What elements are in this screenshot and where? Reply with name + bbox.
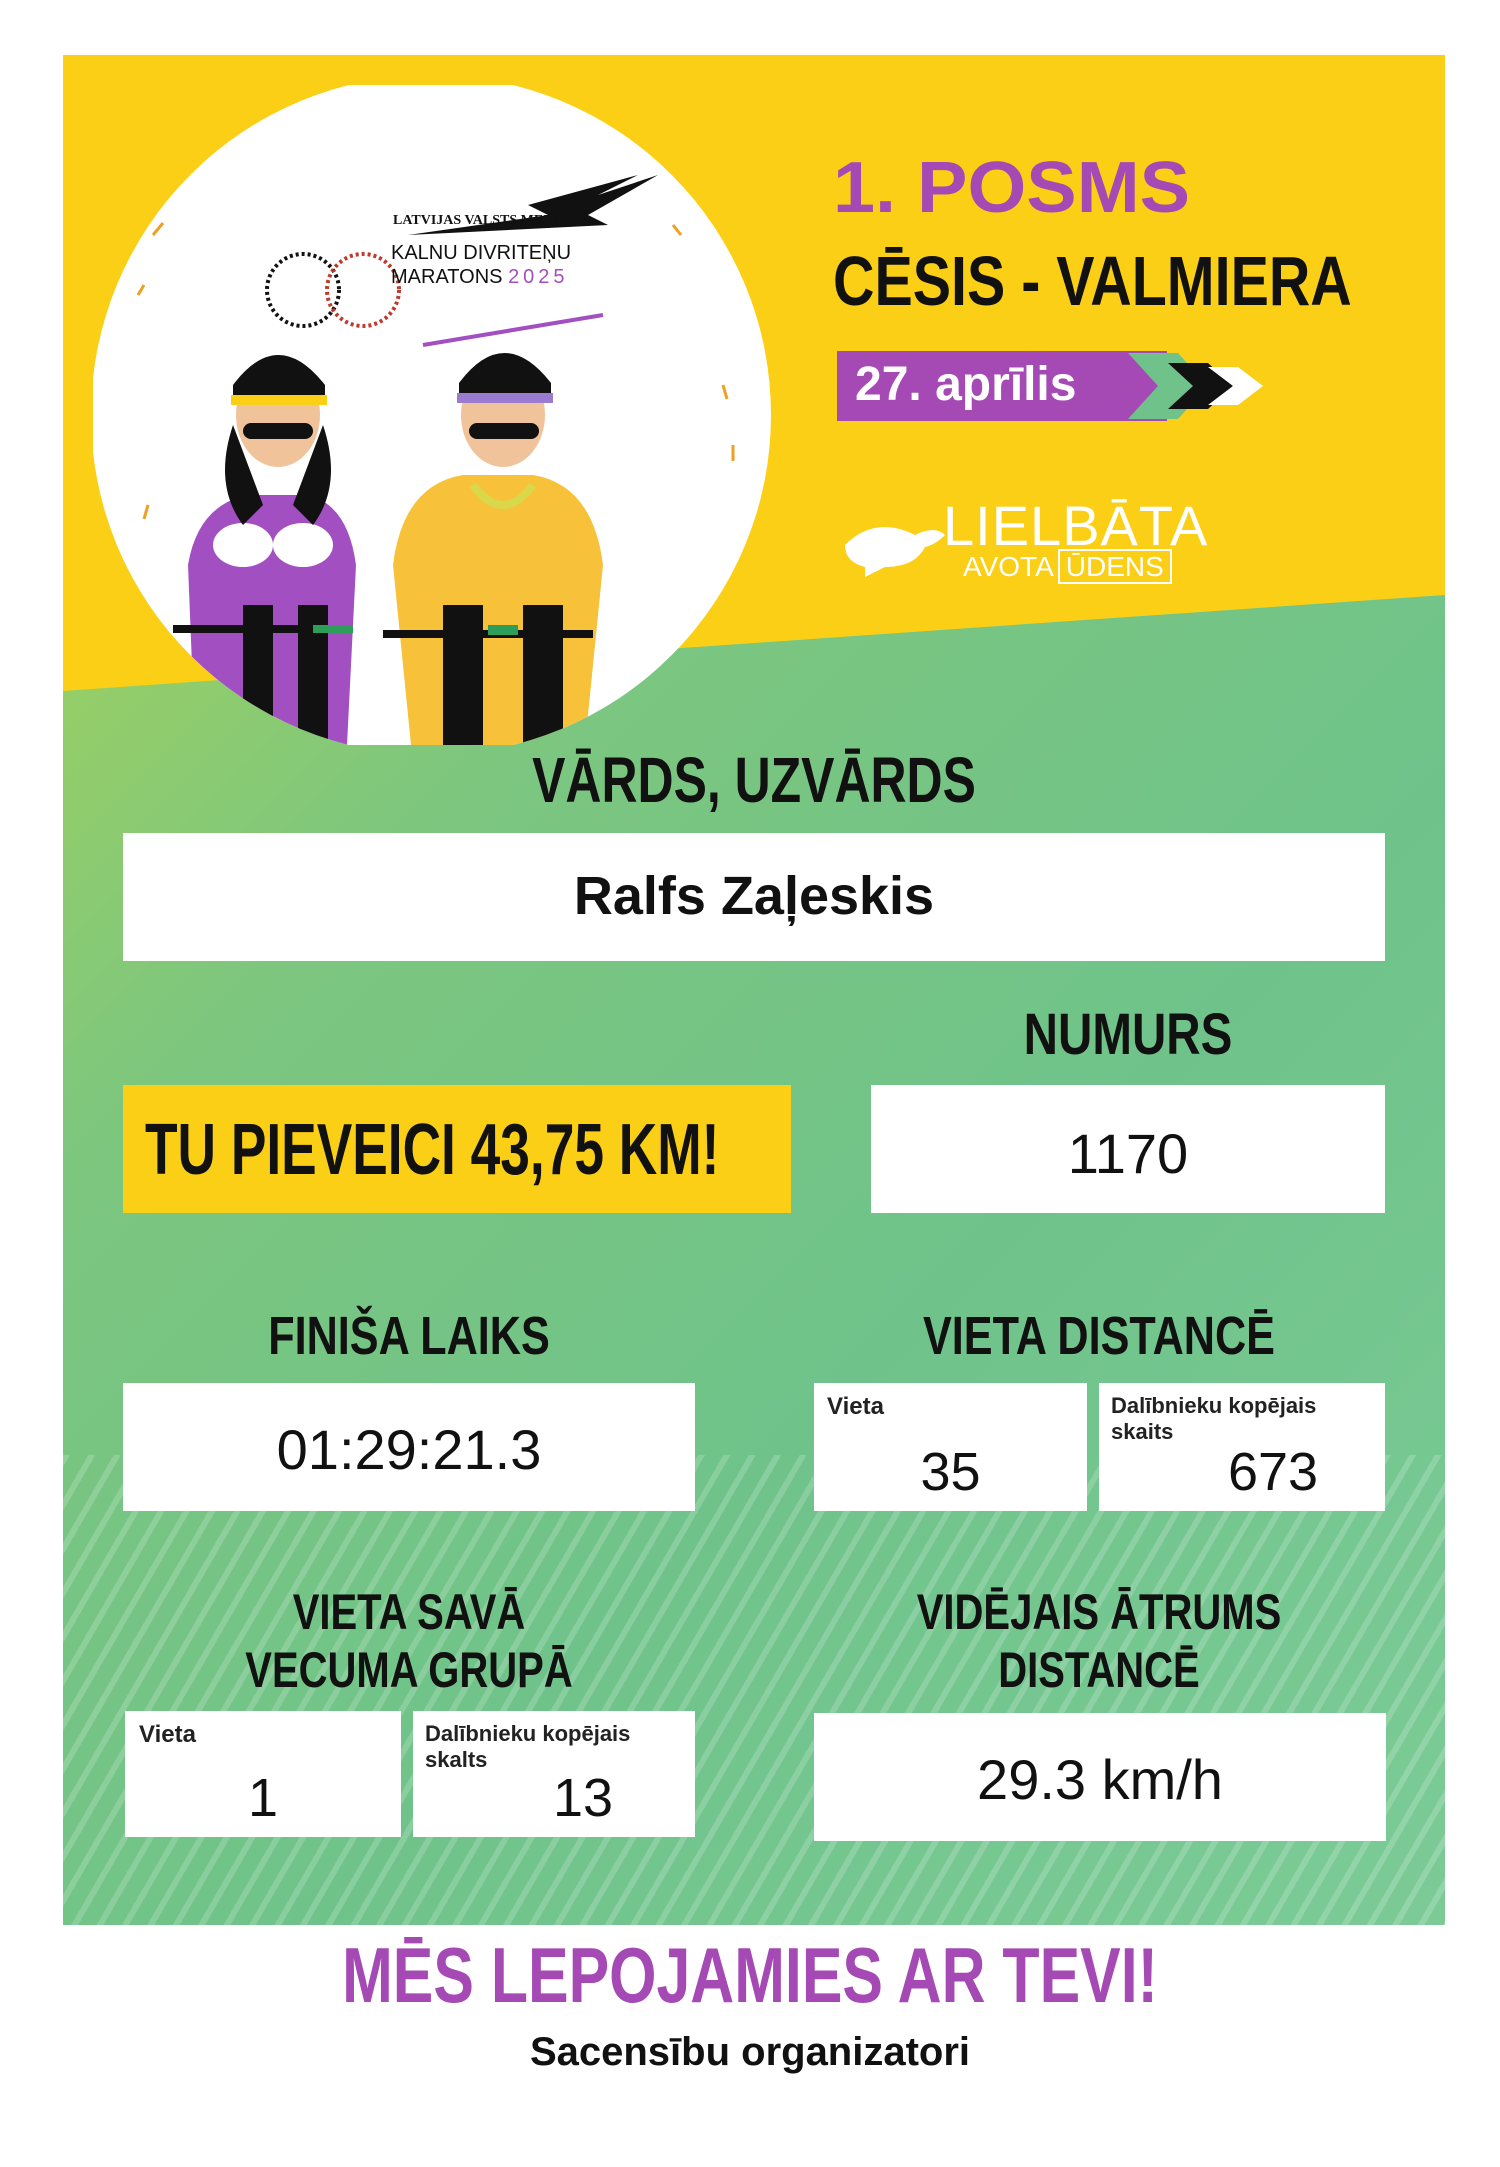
finish-time-value: 01:29:21.3 [276, 1418, 542, 1481]
age-total-label [425, 1721, 630, 1773]
logo-line1: KALNU DIVRITEŅU [391, 242, 572, 264]
age-place-label: Vieta [139, 1721, 196, 1748]
participant-number: 1170 [1067, 1122, 1189, 1185]
age-group-label-1: VIETA SAVĀ [292, 1584, 526, 1640]
stage-route: CĒSIS - VALMIERA [833, 242, 1352, 320]
place-distance-value: 35 [920, 1442, 981, 1502]
date-arrows-icon [1128, 353, 1268, 419]
avg-speed-value: 29.3 km/h [977, 1748, 1223, 1811]
place-distance-label: VIETA DISTANCĒ [922, 1306, 1275, 1366]
age-group-label-2: VECUMA GRUPĀ [245, 1642, 573, 1698]
stage-number: 1. POSMS [833, 148, 1191, 228]
stage-date: 27. aprīlis [855, 358, 1077, 411]
name-label: VĀRDS, UZVĀRDS [532, 744, 976, 816]
place-distance-total-label [1111, 1393, 1316, 1445]
logo-line2: MARATONS [391, 266, 503, 288]
age-group-label [180, 1583, 638, 1699]
logo-year: 2025 [508, 266, 569, 288]
brand-name: LIELBĀTA [943, 494, 1209, 557]
finish-time-label: FINIŠA LAIKS [268, 1306, 550, 1366]
place-distance-place-label: Vieta [827, 1393, 884, 1420]
age-place-value: 1 [247, 1768, 279, 1828]
cyclists-illustration [93, 85, 773, 745]
footer-headline: MĒS LEPOJAMIES AR TEVI! [342, 1931, 1158, 2019]
logo-sponsor-text: LATVIJAS VALSTS MEŽI [393, 213, 558, 228]
participant-name: Ralfs Zaļeskis [573, 866, 935, 926]
bird-icon [835, 505, 955, 585]
brand-sub [963, 551, 1172, 583]
age-total-value: 13 [552, 1768, 614, 1828]
brand-sub2: ŪDENS [1058, 549, 1172, 584]
place-distance-total-label-1: Dalībnieku kopējais [1111, 1393, 1317, 1418]
age-total-label-2: skalts [425, 1747, 488, 1772]
place-distance-total-label-2: skaits [1111, 1419, 1174, 1444]
place-distance-total-value: 673 [1227, 1442, 1319, 1502]
avg-speed-label-1: VIDĒJAIS ĀTRUMS [916, 1584, 1282, 1640]
logo-title [391, 241, 571, 289]
certificate-poster [63, 55, 1445, 1925]
number-label: NUMURS [1023, 1002, 1233, 1067]
age-total-label-1: Dalībnieku kopējais [425, 1721, 631, 1746]
footer-sub: Sacensību organizatori [529, 2030, 971, 2074]
avg-speed-label [870, 1583, 1328, 1699]
distance-text: TU PIEVEICI 43,75 KM! [145, 1110, 720, 1190]
brand-sub1: AVOTA [963, 551, 1054, 582]
avg-speed-label-2: DISTANCĒ [998, 1642, 1200, 1698]
